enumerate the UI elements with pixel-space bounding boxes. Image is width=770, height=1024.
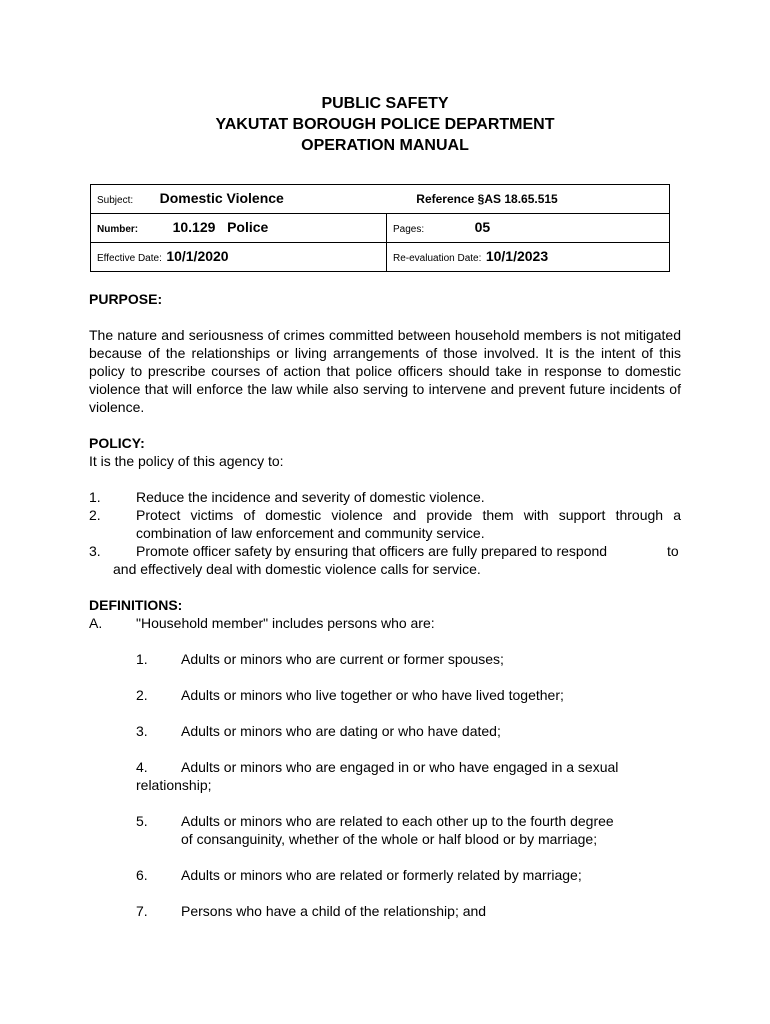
reference-value: Reference §AS 18.65.515 [416, 192, 558, 206]
meta-row-number [91, 214, 670, 243]
definition-subitem-text: Adults or minors who are related or formerly related by marriage; [181, 867, 582, 883]
policy-item-number: 2. [89, 507, 101, 523]
document-header [0, 93, 770, 156]
definition-subitem-number: 6. [136, 867, 148, 883]
meta-subject-cell [91, 185, 670, 214]
meta-number-cell [91, 214, 387, 243]
meta-pages-cell [387, 214, 670, 243]
definition-subitem-text: Adults or minors who are dating or who have dated; [181, 723, 501, 739]
header-line-public-safety: PUBLIC SAFETY [321, 95, 449, 112]
policy-meta-table [90, 184, 670, 272]
policy-item-number: 3. [89, 543, 101, 559]
definition-subitem-text: Adults or minors who are engaged in or who have engaged in a sexual [181, 759, 619, 775]
definition-letter: A. [89, 615, 103, 631]
definition-subitem-text: Persons who have a child of the relationship; and [181, 903, 487, 919]
policy-item-continuation: and effectively deal with domestic violence calls for service. [113, 561, 481, 577]
definition-subitem-number: 5. [136, 813, 148, 829]
reevaluation-date-label: Re-evaluation Date: [393, 253, 482, 264]
subject-label: Subject: [97, 195, 134, 206]
definition-subitem-number: 1. [136, 651, 148, 667]
pages-value: 05 [474, 219, 491, 235]
pages-label: Pages: [393, 224, 425, 235]
policy-item-text-tail: to [667, 543, 679, 559]
definition-subitem-number: 2. [136, 687, 148, 703]
policy-intro: It is the policy of this agency to: [89, 453, 284, 469]
policy-heading: POLICY: [89, 435, 145, 451]
definition-subitem-number: 3. [136, 723, 148, 739]
subject-value: Domestic Violence [159, 190, 284, 206]
effective-date-label: Effective Date: [97, 253, 162, 264]
meta-row-dates [91, 243, 670, 272]
header-line-department: YAKUTAT BOROUGH POLICE DEPARTMENT [215, 116, 555, 133]
definitions-heading: DEFINITIONS: [89, 597, 183, 613]
definition-subitem-text: Adults or minors who are current or former spouses; [181, 651, 504, 667]
purpose-paragraph: The nature and seriousness of crimes committed between household members is not mitigated because of the relationships or living arrangements of those involved. It is the intent of this policy to prescribe courses of action that police officers should take in response to domestic violence that will enforce the law while also serving to intervene and prevent future incidents of violence. [89, 327, 681, 415]
definition-subitem-text: Adults or minors who live together or who have lived together; [181, 687, 564, 703]
meta-reeval-cell [387, 243, 670, 272]
number-label: Number: [97, 224, 139, 235]
effective-date-value: 10/1/2020 [166, 248, 229, 264]
definition-subitem-continuation: of consanguinity, whether of the whole or half blood or by marriage; [181, 831, 598, 847]
reevaluation-date-value: 10/1/2023 [485, 248, 549, 264]
definition-subitem-number: 4. [136, 759, 148, 775]
meta-effective-cell [91, 243, 387, 272]
definition-subitem-number: 7. [136, 903, 148, 919]
purpose-heading: PURPOSE: [89, 291, 163, 307]
definition-subitem-continuation: relationship; [136, 777, 212, 793]
policy-item-text: Promote officer safety by ensuring that officers are fully prepared to respond [136, 543, 608, 559]
definition-subitem-text: Adults or minors who are related to each other up to the fourth degree [181, 813, 614, 829]
meta-row-subject [91, 185, 670, 214]
policy-item-text: Protect victims of domestic violence and provide them with support through a combination of law enforcement and community service. [136, 507, 681, 541]
number-value: 10.129 Police [172, 219, 269, 235]
policy-item-text: Reduce the incidence and severity of domestic violence. [136, 489, 485, 505]
header-line-manual: OPERATION MANUAL [301, 137, 469, 154]
definition-text: "Household member" includes persons who are: [136, 615, 435, 631]
policy-item-number: 1. [89, 489, 101, 505]
